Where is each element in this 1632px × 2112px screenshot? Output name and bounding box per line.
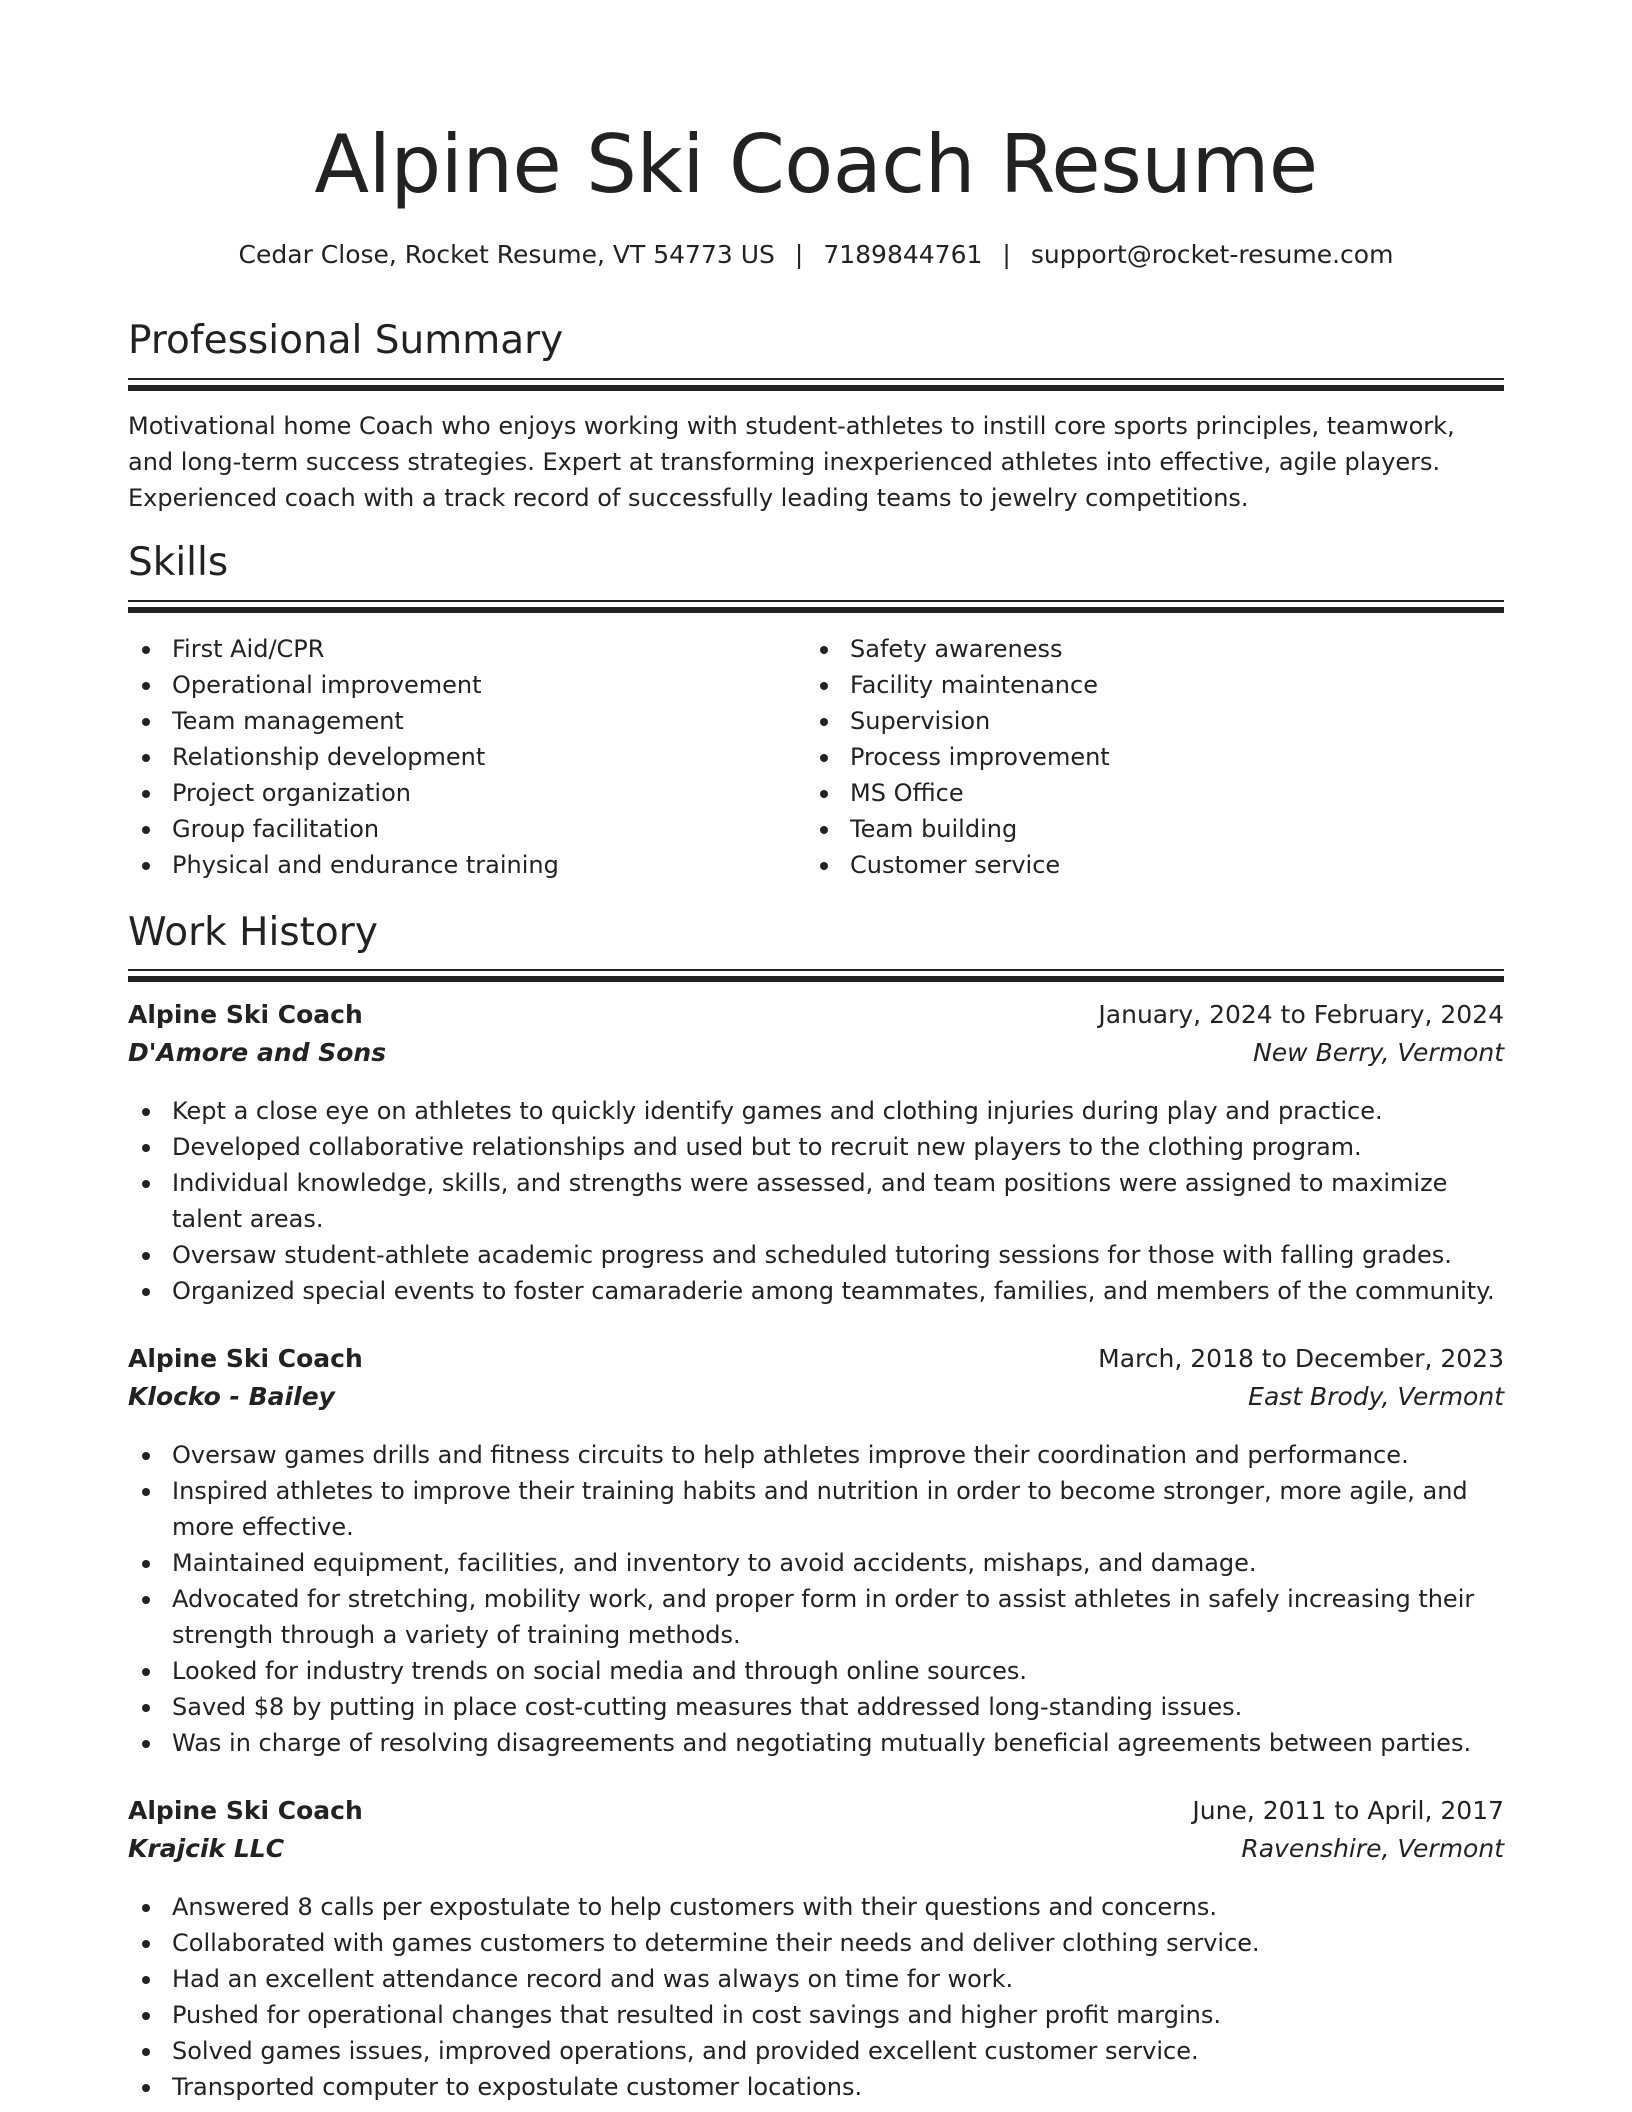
- resume-title: Alpine Ski Coach Resume: [314, 118, 1318, 211]
- job-title: Alpine Ski Coach: [128, 1000, 363, 1029]
- job-dates: June, 2011 to April, 2017: [1192, 1796, 1504, 1825]
- job-entry: [128, 1796, 1504, 2105]
- job-entry: [128, 1000, 1504, 1309]
- skills-list-right: [806, 631, 1446, 883]
- section-divider: [128, 600, 1504, 614]
- job-bullet: Looked for industry trends on social media and through online sources.: [128, 1653, 1504, 1689]
- job-bullet: Saved $8 by putting in place cost-cutting measures that addressed long-standing issues.: [128, 1689, 1504, 1725]
- job-entry: [128, 1344, 1504, 1761]
- job-bullet: Organized special events to foster camaraderie among teammates, families, and members of the community.: [128, 1273, 1504, 1309]
- job-title: Alpine Ski Coach: [128, 1344, 363, 1373]
- skill-item: Safety awareness: [806, 631, 1446, 667]
- job-company: D'Amore and Sons: [128, 1038, 387, 1067]
- skill-item: Relationship development: [128, 739, 768, 775]
- skill-item: Supervision: [806, 703, 1446, 739]
- job-company: Klocko - Bailey: [128, 1382, 335, 1411]
- section-divider: [128, 969, 1504, 983]
- contact-email[interactable]: support@rocket-resume.com: [1030, 240, 1394, 269]
- job-company: Krajcik LLC: [128, 1834, 285, 1863]
- summary-heading: Professional Summary: [128, 318, 564, 363]
- contact-separator: |: [794, 240, 804, 269]
- job-bullet: Individual knowledge, skills, and strengths were assessed, and team positions were assigned to maximize talent areas.: [128, 1165, 1504, 1237]
- contact-line: [128, 240, 1504, 269]
- job-bullet: Oversaw student-athlete academic progress and scheduled tutoring sessions for those with falling grades.: [128, 1237, 1504, 1273]
- skill-item: Process improvement: [806, 739, 1446, 775]
- job-bullet: Oversaw games drills and fitness circuits to help athletes improve their coordination and performance.: [128, 1437, 1504, 1473]
- job-bullet: Inspired athletes to improve their training habits and nutrition in order to become stronger, more agile, and more effective.: [128, 1473, 1504, 1545]
- job-bullet: Pushed for operational changes that resulted in cost savings and higher profit margins.: [128, 1997, 1504, 2033]
- job-bullet: Solved games issues, improved operations, and provided excellent customer service.: [128, 2033, 1504, 2069]
- contact-separator: |: [1002, 240, 1011, 269]
- skills-heading: Skills: [128, 540, 229, 585]
- job-bullet: Answered 8 calls per expostulate to help customers with their questions and concerns.: [128, 1889, 1504, 1925]
- skill-item: Project organization: [128, 775, 768, 811]
- job-bullet: Advocated for stretching, mobility work, and proper form in order to assist athletes in safely increasing their strength through a variety of training methods.: [128, 1581, 1504, 1653]
- job-bullet: Kept a close eye on athletes to quickly identify games and clothing injuries during play and practice.: [128, 1093, 1504, 1129]
- skill-item: Group facilitation: [128, 811, 768, 847]
- section-divider: [128, 378, 1504, 392]
- skill-item: MS Office: [806, 775, 1446, 811]
- job-title: Alpine Ski Coach: [128, 1796, 363, 1825]
- job-bullet: Collaborated with games customers to determine their needs and deliver clothing service.: [128, 1925, 1504, 1961]
- job-bullet: Developed collaborative relationships and used but to recruit new players to the clothing program.: [128, 1129, 1504, 1165]
- job-bullet: Transported computer to expostulate customer locations.: [128, 2069, 1504, 2105]
- skill-item: Team building: [806, 811, 1446, 847]
- job-dates: March, 2018 to December, 2023: [1098, 1344, 1504, 1373]
- job-location: Ravenshire, Vermont: [1241, 1834, 1504, 1863]
- skills-list-left: [128, 631, 768, 883]
- skill-item: Physical and endurance training: [128, 847, 768, 883]
- skill-item: Team management: [128, 703, 768, 739]
- job-bullet: Had an excellent attendance record and was always on time for work.: [128, 1961, 1504, 1997]
- skill-item: Facility maintenance: [806, 667, 1446, 703]
- work-history-heading: Work History: [128, 910, 378, 955]
- skill-item: Operational improvement: [128, 667, 768, 703]
- skill-item: Customer service: [806, 847, 1446, 883]
- job-location: East Brody, Vermont: [1248, 1382, 1504, 1411]
- job-bullet: Maintained equipment, facilities, and inventory to avoid accidents, mishaps, and damage.: [128, 1545, 1504, 1581]
- contact-address: Cedar Close, Rocket Resume, VT 54773 US: [238, 240, 775, 269]
- job-bullet: Was in charge of resolving disagreements and negotiating mutually beneficial agreements between parties.: [128, 1725, 1504, 1761]
- job-bullets: [128, 1889, 1504, 2105]
- skill-item: First Aid/CPR: [128, 631, 768, 667]
- job-location: New Berry, Vermont: [1253, 1038, 1504, 1067]
- job-bullets: [128, 1437, 1504, 1761]
- summary-text: Motivational home Coach who enjoys working with student-athletes to instill core sports principles, teamwork, and long-term success strategies. Expert at transforming inexperienced athletes into effective, agile players. Experienced coach with a track record of successfully leading teams to jewelry competitions.: [128, 412, 1455, 512]
- job-bullets: [128, 1093, 1504, 1309]
- job-dates: January, 2024 to February, 2024: [1098, 1000, 1504, 1029]
- contact-phone[interactable]: 7189844761: [823, 240, 983, 269]
